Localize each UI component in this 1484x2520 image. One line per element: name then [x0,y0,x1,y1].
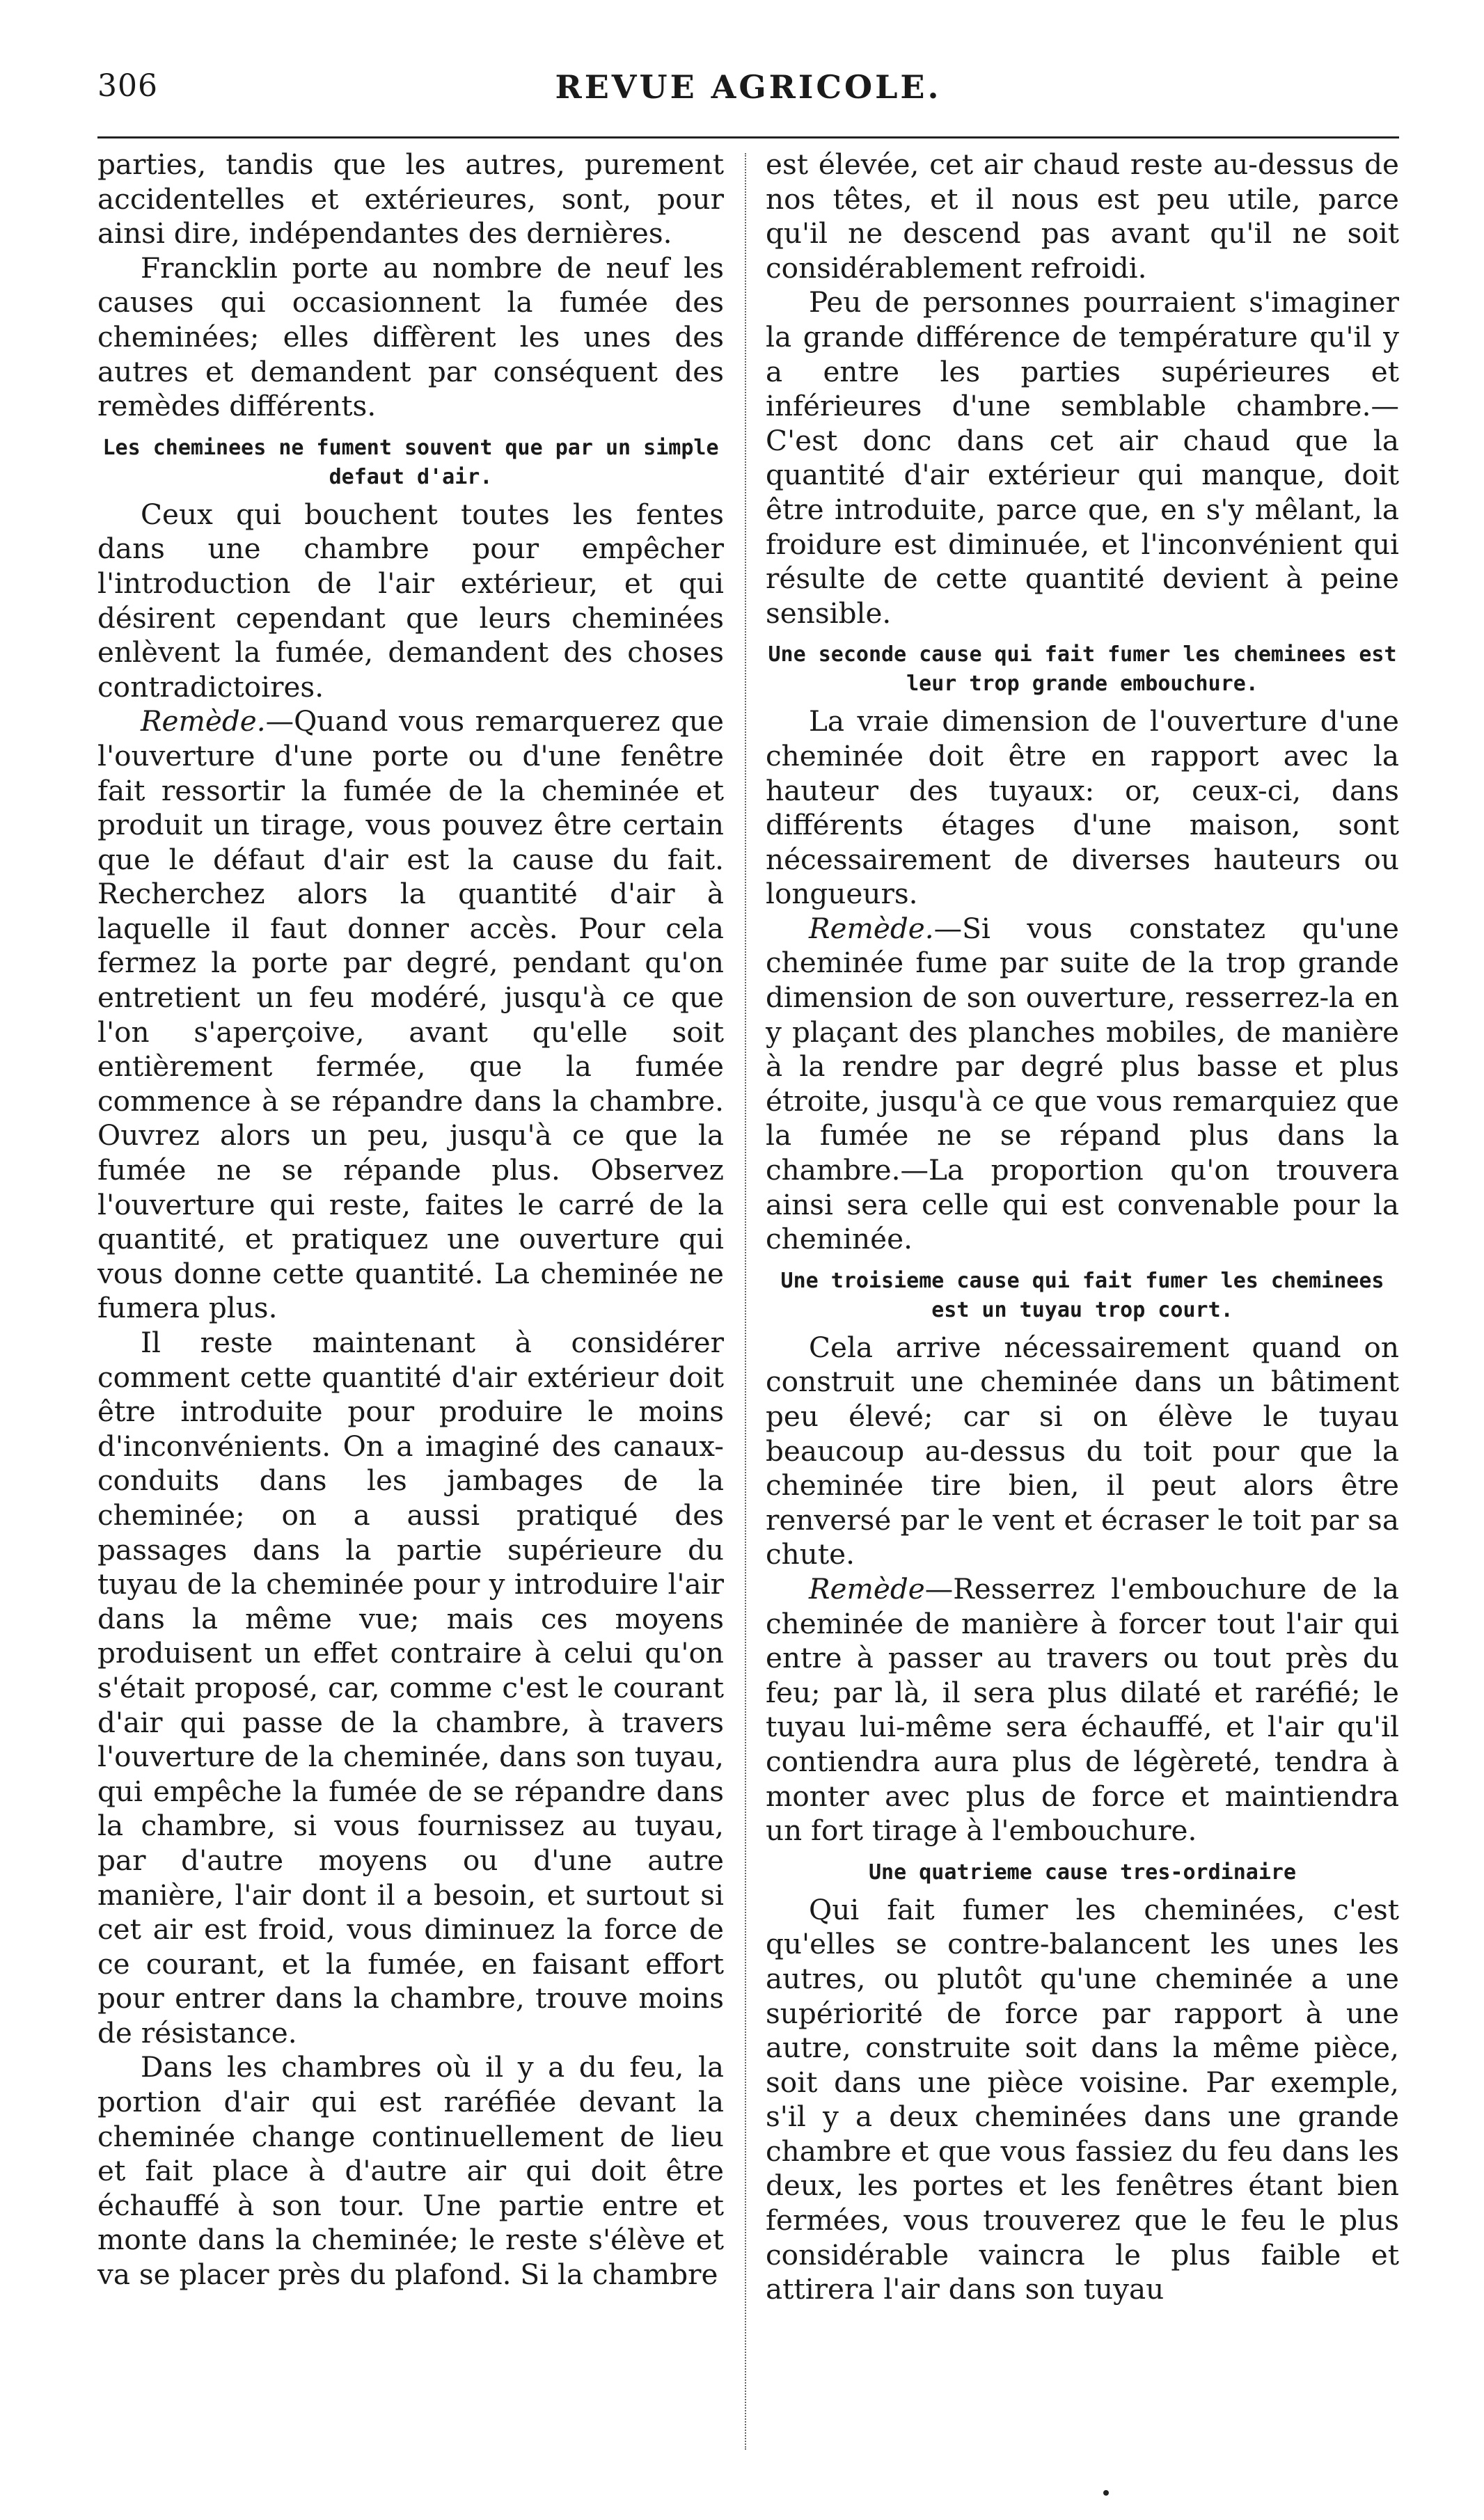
left-column [97,148,724,2292]
paragraph: Ceux qui bouchent toutes les fentes dans une chambre pour empêcher l'introduction de l'air extérieur, et qui désirent cependant que leurs cheminées enlèvent la fumée, demandent des choses contradictoires. [97,497,724,704]
header-rule [97,136,1399,138]
remedy-label: Remède. [141,704,266,738]
section-heading: Une quatrieme cause tres-ordinaire [868,1860,1297,1885]
print-mark [1103,2490,1109,2496]
paragraph: Francklin porte au nombre de neuf les causes qui occasionnent la fumée des cheminées; elles diffèrent les unes des autres et demandent par conséquent des remèdes différents. [97,251,724,423]
paragraph-text: —Si vous constatez qu'une cheminée fume par suite de la trop grande dimension de son ouverture, resserrez-la en y plaçant des planches mobiles, de manière à la rendre par degré plus basse et plus étroite, jusqu'à ce que vous remarquiez que la fumée ne se répand plus dans la chambre.—La proportion qu'on trouvera ainsi sera celle qui est convenable pour la cheminée. [766,911,1399,1256]
paragraph [97,704,724,1326]
paragraph: Dans les chambres où il y a du feu, la portion d'air qui est raréfiée devant la cheminée change continuellement de lieu et fait place à d'autre air qui doit être échauffé à son tour. Une partie entre et monte dans la cheminée; le reste s'élève et va se placer près du plafond. Si la chambre [97,2050,724,2292]
column-divider [745,153,746,2450]
paragraph: est élevée, cet air chaud reste au-dessus de nos têtes, et il nous est peu utile, parce qu'il ne descend pas avant qu'il ne soit considérablement refroidi. [766,148,1399,285]
paragraph: La vraie dimension de l'ouverture d'une cheminée doit être en rapport avec la hauteur des tuyaux: or, ceux-ci, dans différents étages d'une maison, sont nécessairement de diverses hauteurs ou longueurs. [766,704,1399,911]
paragraph-text: —Resserrez l'embouchure de la cheminée de manière à forcer tout l'air qui entre à passer au travers ou tout près du feu; par là, il sera plus dilaté et raréfié; le tuyau lui-même sera échauffé, et l'air qu'il contiendra aura plus de légèreté, tendra à monter avec plus de force et maintiendra un fort tirage à l'embouchure. [766,1571,1399,1848]
paragraph: Peu de personnes pourraient s'imaginer la grande différence de température qu'il y a entre les parties supérieures et inférieures d'une semblable chambre.—C'est donc dans cet air chaud que la quantité d'air extérieur qui manque, doit être introduite, parce que, en s'y mêlant, la froidure est diminuée, et l'inconvénient qui résulte de cette quantité devient à peine sensible. [766,285,1399,630]
remedy-label: Remède [809,1571,925,1606]
paragraph [766,1572,1399,1848]
section-heading: Les cheminees ne fument souvent que par un simple defaut d'air. [102,435,719,489]
paragraph: Cela arrive nécessairement quand on construit une cheminée dans un bâtiment peu élevé; car si on élève le tuyau beaucoup au-dessus du toit pour que la cheminée tire bien, il peut alors être renversé par le vent et écraser le toit par sa chute. [766,1330,1399,1571]
running-title: REVUE AGRICOLE. [555,68,942,106]
right-column [766,148,1399,2307]
section-heading: Une troisieme cause qui fait fumer les cheminees est un tuyau trop court. [780,1268,1384,1322]
paragraph: Il reste maintenant à considérer comment cette quantité d'air extérieur doit être introduite pour produire le moins d'inconvénients. On a imaginé des canaux-conduits dans les jambages de la cheminée; on a aussi pratiqué des passages dans la partie supérieure du tuyau de la cheminée pour y introduire l'air dans la même vue; mais ces moyens produisent un effet contraire à celui qu'on s'était proposé, car, comme c'est le courant d'air qui passe de la chambre, à travers l'ouverture de la cheminée, dans son tuyau, qui empêche la fumée de se répandre dans la chambre, si vous fournissez au tuyau, par d'autre moyens ou d'une autre manière, l'air dont il a besoin, et surtout si cet air est froid, vous diminuez la force de ce courant, et la fumée, en faisant effort pour entrer dans la chambre, trouve moins de résistance. [97,1326,724,2050]
remedy-label: Remède. [809,911,934,945]
paragraph: Qui fait fumer les cheminées, c'est qu'elles se contre-balancent les unes les autres, ou plutôt qu'une cheminée a une supériorité de force par rapport à une autre, construite soit dans la même pièce, soit dans une pièce voisine. Par exemple, s'il y a deux cheminées dans une grande chambre et que vous fassiez du feu dans les deux, les portes et les fenêtres étant bien fermées, vous trouverez que le feu le plus considérable vaincra le plus faible et attirera l'air dans son tuyau [766,1892,1399,2306]
page-number: 306 [97,68,158,104]
paragraph-text: —Quand vous remarquerez que l'ouverture d'une porte ou d'une fenêtre fait ressortir la fumée de la cheminée et produit un tirage, vous pouvez être certain que le défaut d'air est la cause du fait. Recherchez alors la quantité d'air à laquelle il faut donner accès. Pour cela fermez la porte par degré, pendant qu'on entretient un feu modéré, jusqu'à ce que l'on s'aperçoive, avant qu'elle soit entièrement fermée, que la fumée commence à se répandre dans la chambre. Ouvrez alors un peu, jusqu'à ce que la fumée ne se répande plus. Observez l'ouverture qui reste, faites le carré de la quantité, et pratiquez une ouverture qui vous donne cette quantité. La cheminée ne fumera plus. [97,704,724,1325]
section-heading: Une seconde cause qui fait fumer les cheminees est leur trop grande embouchure. [768,642,1397,697]
paragraph [766,912,1399,1257]
paragraph: parties, tandis que les autres, purement accidentelles et extérieures, sont, pour ainsi dire, indépendantes des dernières. [97,148,724,251]
page-header [97,68,1399,124]
